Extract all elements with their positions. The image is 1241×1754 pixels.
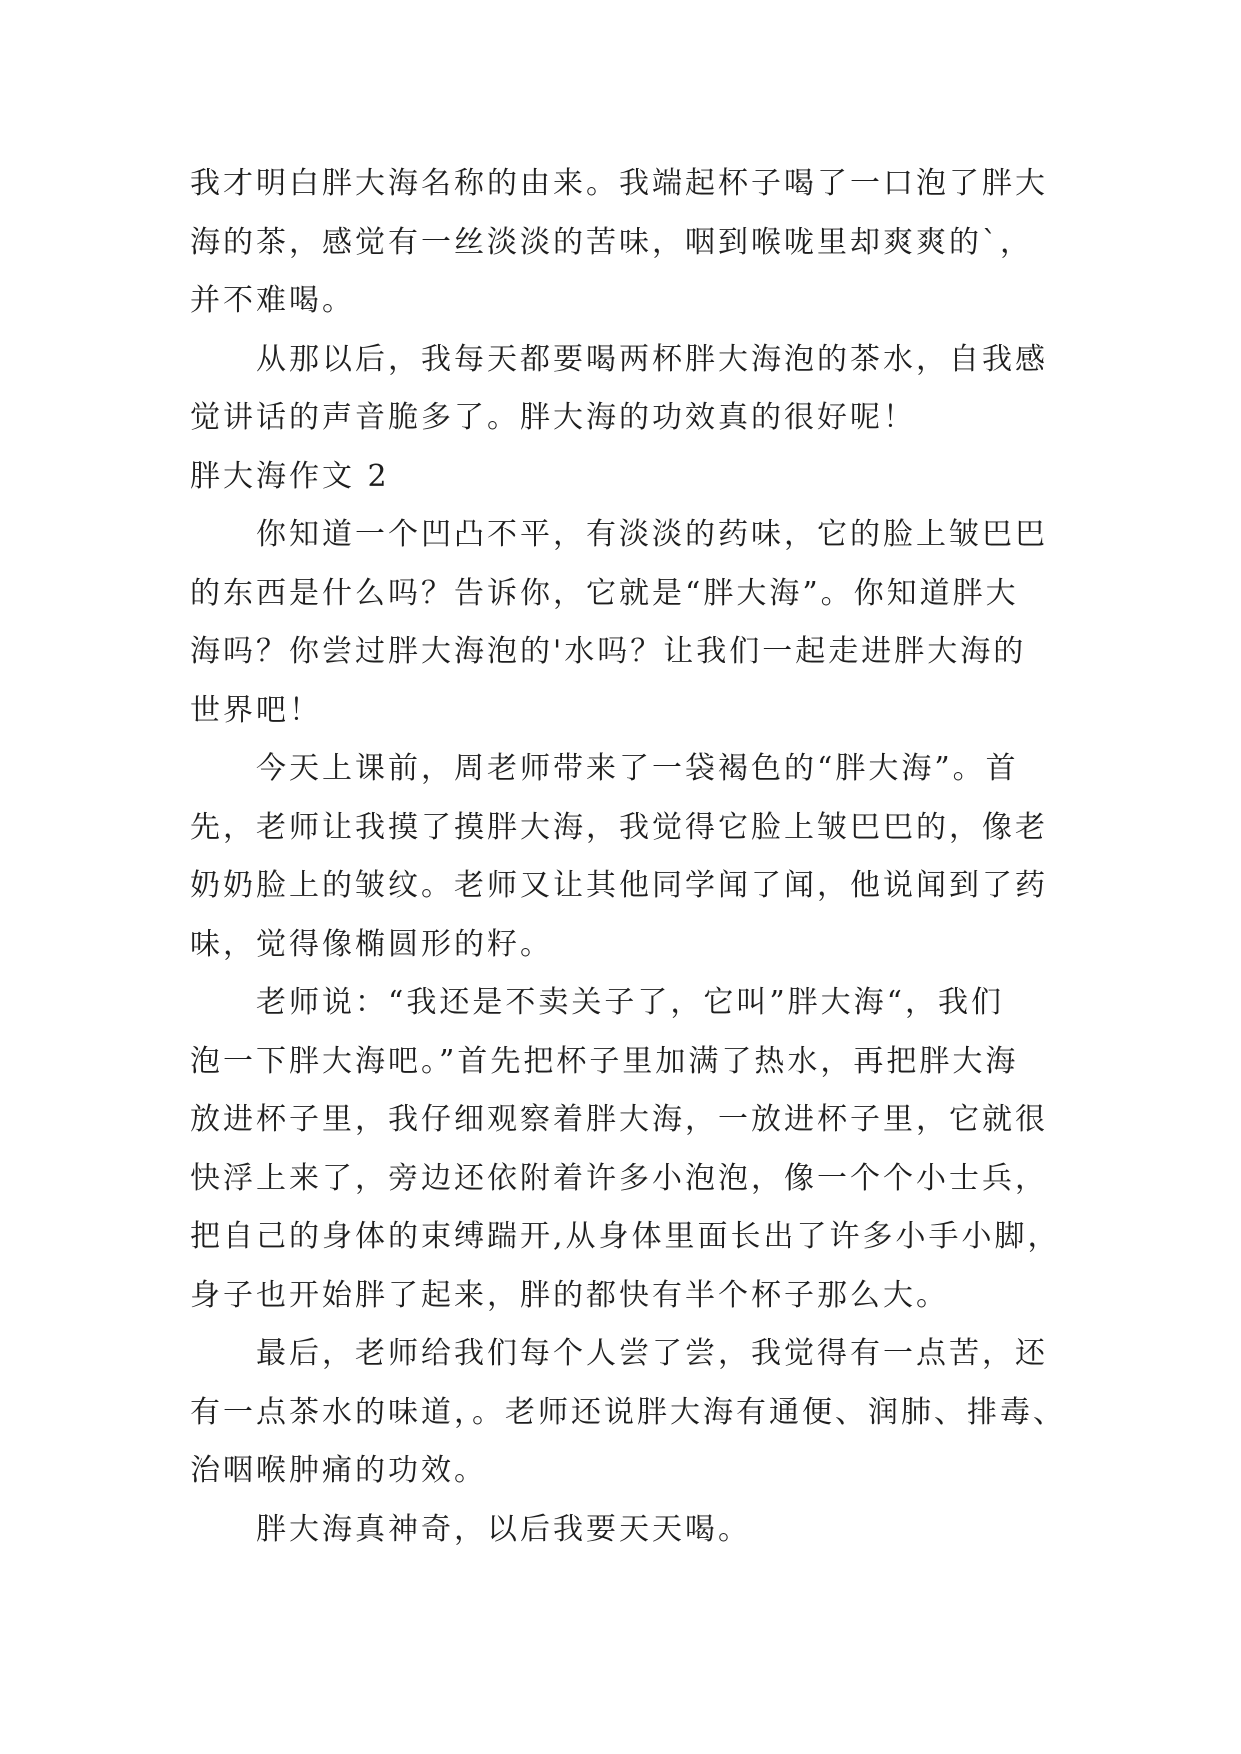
text-line: 你知道一个凹凸不平，有淡淡的药味，它的脸上皱巴巴 <box>256 517 1048 552</box>
paragraph <box>190 740 1150 974</box>
text-line: 治咽喉肿痛的功效。 <box>190 1453 487 1488</box>
text-line: 把自己的身体的束缚踹开,从身体里面长出了许多小手小脚， <box>190 1219 1061 1254</box>
paragraph <box>190 331 1150 448</box>
text-line: 胖大海真神奇，以后我要天天喝。 <box>256 1511 751 1547</box>
text-line: 老师说：“我还是不卖关子了，它叫”胖大海“，我们 <box>256 985 1005 1020</box>
paragraph <box>190 1325 1150 1501</box>
text-line: 今天上课前，周老师带来了一袋褐色的“胖大海”。首 <box>256 751 1019 786</box>
paragraph-continuation <box>190 155 1150 331</box>
heading-text: 胖大海作文 2 <box>190 458 390 494</box>
text-line: 世界吧！ <box>190 692 322 728</box>
text-line: 海的茶，感觉有一丝淡淡的苦味，咽到喉咙里却爽爽的`， <box>190 224 1033 260</box>
text-line: 最后，老师给我们每个人尝了尝，我觉得有一点苦，还 <box>256 1336 1048 1371</box>
text-line: 从那以后，我每天都要喝两杯胖大海泡的茶水，自我感 <box>256 341 1048 377</box>
text-line: 并不难喝。 <box>190 283 355 318</box>
text-line: 我才明白胖大海名称的由来。我端起杯子喝了一口泡了胖大 <box>190 166 1048 201</box>
document-body <box>190 155 1150 1559</box>
text-line: 放进杯子里，我仔细观察着胖大海，一放进杯子里，它就很 <box>190 1102 1048 1137</box>
section-heading <box>190 448 1150 507</box>
text-line: 有一点茶水的味道，。老师还说胖大海有通便、润肺、排毒、 <box>190 1394 1066 1430</box>
text-line: 先，老师让我摸了摸胖大海，我觉得它脸上皱巴巴的，像老 <box>190 809 1048 845</box>
text-line: 奶奶脸上的皱纹。老师又让其他同学闻了闻，他说闻到了药 <box>190 868 1048 903</box>
text-line: 身子也开始胖了起来，胖的都快有半个杯子那么大。 <box>190 1277 949 1313</box>
text-line: 快浮上来了，旁边还依附着许多小泡泡，像一个个小士兵， <box>190 1160 1048 1196</box>
text-line: 海吗？你尝过胖大海泡的'水吗？让我们一起走进胖大海的 <box>190 634 1027 669</box>
paragraph <box>190 506 1150 740</box>
paragraph <box>190 974 1150 1325</box>
paragraph <box>190 1501 1150 1560</box>
text-line: 泡一下胖大海吧。”首先把杯子里加满了热水，再把胖大海 <box>190 1043 1019 1079</box>
text-line: 味，觉得像椭圆形的籽。 <box>190 926 553 962</box>
text-line: 的东西是什么吗？告诉你，它就是“胖大海”。你知道胖大 <box>190 575 1019 611</box>
text-line: 觉讲话的声音脆多了。胖大海的功效真的很好呢！ <box>190 400 916 435</box>
